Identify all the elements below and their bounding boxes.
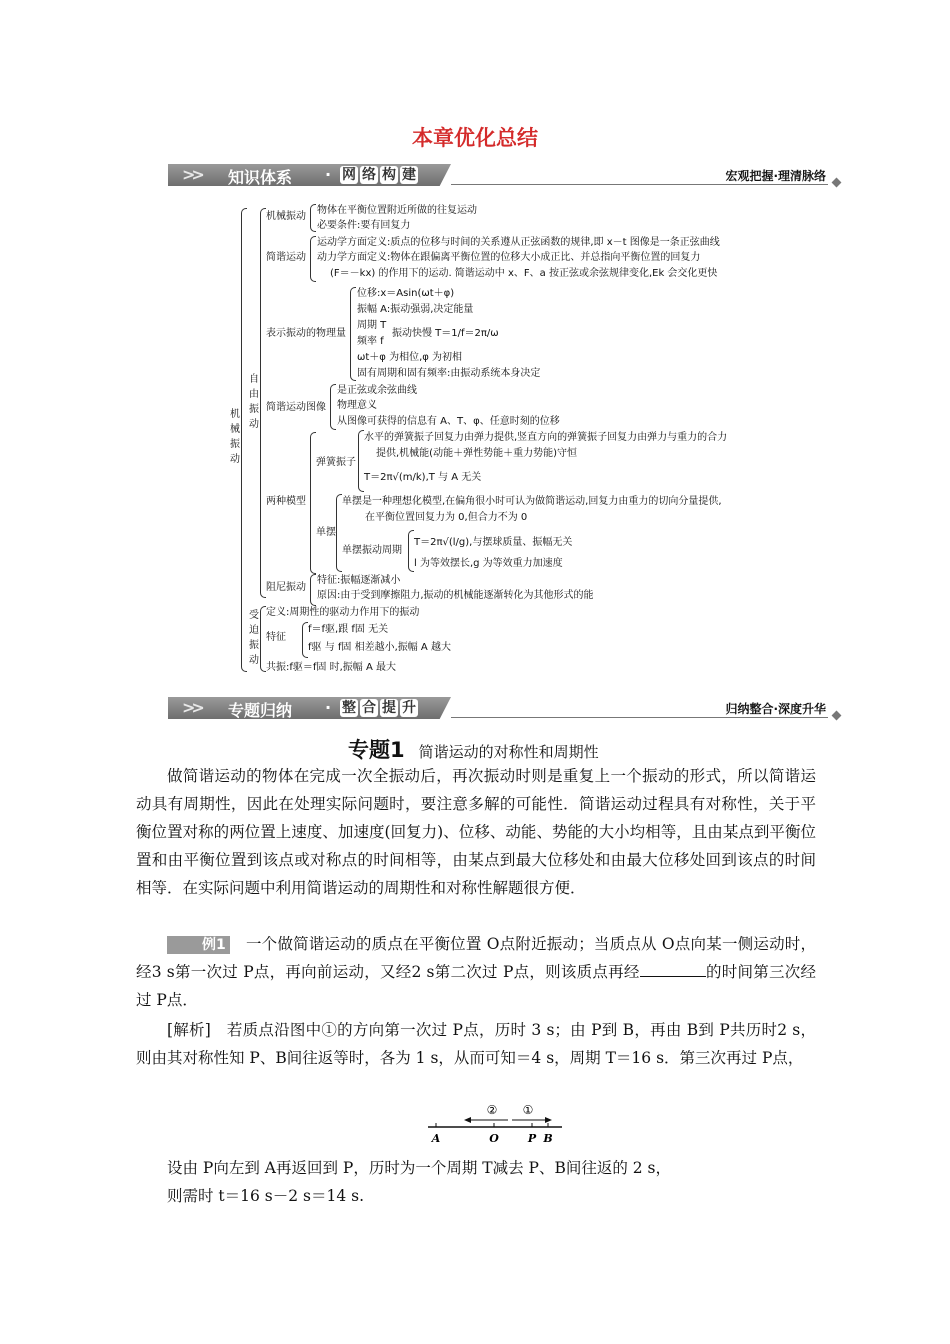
topic-name: 简谐运动的对称性和周期性 bbox=[418, 743, 599, 761]
map-node: 阻尼振动 bbox=[266, 582, 306, 593]
banner-char: 建 bbox=[402, 167, 416, 183]
after-line-1: 设由 P向左到 A再返回到 P，历时为一个周期 T减去 P、B间往返的 2 s， bbox=[167, 1159, 672, 1177]
point-A: A bbox=[431, 1132, 441, 1145]
intro-paragraph: 做简谐运动的物体在完成一次全振动后，再次振动时则是重复上一个振动的形式，所以简谐运动具有周期性，因此在处理实际问题时，要注意多解的可能性．简谐运动过程具有对称性，关于平衡位置对称的两位置上速度、加速度(回复力)、位移、动能、势能的大小均相等，且由某点到平衡位置和由平衡位置到该点或对称点的时间相等，由某点到最大位移处和由最大位移处回到该点的时间相等．在实际问题中利用简谐运动的周期性和对称性解题很方便． bbox=[136, 767, 816, 897]
map-node: 特征 bbox=[266, 632, 286, 643]
map-root: 机械振动 bbox=[230, 409, 240, 465]
map-node: 表示振动的物理量 bbox=[266, 328, 346, 339]
motion-diagram bbox=[420, 1100, 570, 1148]
example-tag: 例1 bbox=[167, 936, 230, 954]
chevron-icon: >> bbox=[182, 698, 201, 717]
arrow-label-2: ② bbox=[486, 1103, 498, 1117]
map-node: 弹簧振子 bbox=[316, 457, 356, 468]
banner-right-text: 归纳整合·深度升华 bbox=[725, 702, 826, 716]
banner-label: 知识体系 bbox=[228, 168, 293, 187]
map-node: 简谐运动 bbox=[266, 252, 306, 263]
banner-char: 升 bbox=[402, 700, 416, 716]
map-node: 单摆 bbox=[316, 527, 336, 538]
point-P: P bbox=[527, 1132, 537, 1145]
banner-char: 整 bbox=[342, 700, 356, 716]
page-title: 本章优化总结 bbox=[412, 126, 538, 150]
topic-number: 专题1 bbox=[348, 738, 405, 762]
after-line-2: 则需时 t＝16 s－2 s＝14 s. bbox=[167, 1187, 365, 1205]
map-forced: 受迫振动 bbox=[249, 610, 259, 666]
map-node: 两种模型 bbox=[266, 496, 306, 507]
banner-char: 络 bbox=[362, 167, 376, 183]
banner-right-text: 宏观把握·理清脉络 bbox=[725, 169, 826, 183]
section-banner-topics: >> 专题归纳 · 整 合 提 升 归纳整合·深度升华 bbox=[168, 697, 840, 719]
point-O: O bbox=[489, 1132, 499, 1145]
answer-blank bbox=[640, 960, 706, 977]
topic-heading bbox=[348, 734, 599, 764]
map-node: 简谐运动图像 bbox=[266, 402, 326, 413]
banner-char: 构 bbox=[382, 167, 396, 183]
section-banner-knowledge: >> 知识体系 · 网 络 构 建 宏观把握·理清脉络 bbox=[168, 164, 840, 186]
solution-paragraph: [解析] 若质点沿图中①的方向第一次过 P点，历时 3 s；由 P到 B，再由 B到 P共历时2 s，则由其对称性知 P、B间往返等时，各为 1 s，从而可知＝4 s，周期 T＝16 s．第三次再过 P点， bbox=[136, 1021, 816, 1067]
chevron-icon: >> bbox=[182, 165, 201, 184]
point-B: B bbox=[543, 1132, 553, 1145]
map-node: 机械振动 bbox=[266, 211, 306, 222]
banner-label: 专题归纳 bbox=[228, 701, 293, 720]
banner-char: 网 bbox=[342, 167, 356, 183]
solution-label: [解析] bbox=[167, 1021, 211, 1039]
diamond-icon bbox=[832, 711, 842, 721]
arrow-label-1: ① bbox=[522, 1103, 534, 1117]
diamond-icon bbox=[832, 178, 842, 188]
banner-char: 提 bbox=[382, 700, 396, 716]
map-free: 自由振动 bbox=[249, 374, 259, 430]
example-question: 例1 一个做简谐运动的质点在平衡位置 O点附近振动；当质点从 O点向某一侧运动时，经3 s第一次过 P点，再向前运动，又经2 s第二次过 P点，则该质点再经 的时间第三次经过 P点． bbox=[136, 935, 816, 1009]
banner-char: 合 bbox=[362, 700, 376, 716]
